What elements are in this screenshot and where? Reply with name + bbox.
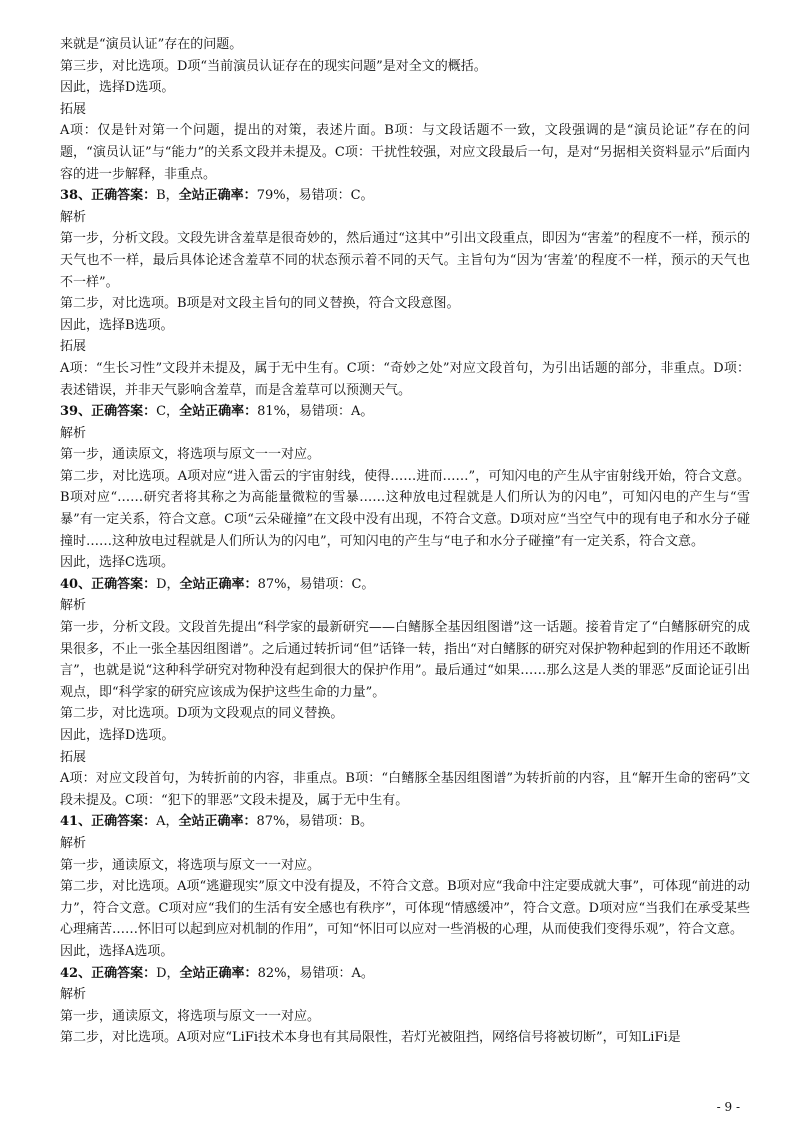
error-option: 易错项：A。 <box>299 965 374 981</box>
paragraph: 因此，选择D选项。 <box>60 728 175 743</box>
paragraph: 第一步，分析文段。文段先讲含羞草是很奇妙的，然后通过“这其中”引出文段重点，即因为“害羞”的程度不一样，预示的天气也不一样，最后具体论述含羞草不同的状态预示着不同的天气。主旨句为“因为‘害羞’的程度不一样，预示的天气也不一样”。 <box>60 231 750 290</box>
paragraph: 拓展 <box>60 101 87 117</box>
answer-line <box>60 963 750 985</box>
separator: ， <box>166 576 180 592</box>
separator: ， <box>166 965 180 981</box>
answer-key: C <box>156 404 167 420</box>
error-option: 易错项：C。 <box>298 188 374 204</box>
paragraph: 第一步，通读原文，将选项与原文一一对应。 <box>60 447 321 463</box>
answer-line <box>60 811 750 833</box>
paragraph: A项：对应文段首句，为转折前的内容，非重点。B项：“白鳍豚全基因组图谱”为转折前的内容，且“解开生命的密码”文段未提及。C项：“犯下的罪恶”文段未提及，属于无中生有。 <box>60 771 750 808</box>
paragraph: 因此，选择A选项。 <box>60 943 174 959</box>
paragraph: A项：仅是针对第一个问题，提出的对策，表述片面。B项：与文段话题不一致，文段强调的是“演员论证”存在的问题，“演员认证”与“能力”的关系文段并未提及。C项：干扰性较强，对应文段最后一句，是对“另据相关资料显示”后面内容的进一步解释，非重点。 <box>60 123 750 182</box>
separator: ， <box>165 188 179 204</box>
page-number: - 9 - <box>716 1100 740 1114</box>
rate-value: 79% <box>256 188 286 204</box>
paragraph: 解析 <box>60 987 87 1003</box>
paragraph: 第一步，通读原文，将选项与原文一一对应。 <box>60 1008 321 1024</box>
paragraph: 拓展 <box>60 749 87 765</box>
error-option: 易错项：A。 <box>299 404 374 420</box>
answer-label: 41、正确答案： <box>60 814 157 830</box>
error-option: 易错项：C。 <box>299 576 375 592</box>
document-body <box>60 34 750 1049</box>
rate-label: 全站正确率： <box>178 814 257 830</box>
paragraph: 第一步，通读原文，将选项与原文一一对应。 <box>60 857 321 873</box>
paragraph: 因此，选择D选项。 <box>60 80 175 96</box>
answer-label: 39、正确答案： <box>60 404 157 420</box>
answer-key: D <box>156 965 167 981</box>
answer-line <box>60 185 750 207</box>
rate-value: 87% <box>256 814 286 830</box>
separator: ， <box>286 576 300 592</box>
answer-label: 38、正确答案： <box>60 188 157 204</box>
paragraph: 解析 <box>60 598 87 614</box>
paragraph: 因此，选择B选项。 <box>60 317 174 333</box>
rate-label: 全站正确率： <box>179 965 258 981</box>
rate-value: 87% <box>257 576 287 592</box>
paragraph: 解析 <box>60 209 87 225</box>
paragraph: 第二步，对比选项。A项“逃避现实”原文中没有提及，不符合文意。B项对应“我命中注定要成就大事”，可体现“前进的动力”，符合文意。C项对应“我们的生活有安全感也有秩序”，可体现“情感缓冲”，符合文意。D项对应“当我们在承受某些心理痛苦……怀旧可以起到应对机制的作用”，可知“怀旧可以应对一些消极的心理，从而使我们变得乐观”，符合文意。 <box>60 879 750 938</box>
paragraph: 解析 <box>60 835 87 851</box>
paragraph: 第二步，对比选项。A项对应“LiFi技术本身也有其局限性，若灯光被阻挡，网络信号将被切断”，可知LiFi是 <box>60 1030 681 1046</box>
answer-key: D <box>156 576 167 592</box>
answer-label: 40、正确答案： <box>60 576 157 592</box>
answer-label: 42、正确答案： <box>60 965 157 981</box>
separator: ， <box>285 404 299 420</box>
answer-line <box>60 401 750 423</box>
rate-label: 全站正确率： <box>178 188 257 204</box>
paragraph: A项：“生长习性”文段并未提及，属于无中生有。C项：“奇妙之处”对应文段首句，为引出话题的部分，非重点。D项：表述错误，并非天气影响含羞草，而是含羞草可以预测天气。 <box>60 360 750 398</box>
rate-label: 全站正确率： <box>179 576 258 592</box>
separator: ， <box>166 404 180 420</box>
paragraph: 第一步，分析文段。文段首先提出“科学家的最新研究——白鳍豚全基因组图谱”这一话题。接着肯定了“白鳍豚研究的成果很多，不止一张全基因组图谱”。之后通过转折词“但”话锋一转，指出“对白鳍豚的研究对保护物种起到的作用还不敢断言”，也就是说“这种科学研究对物种没有起到很大的保护作用”。最后通过“如果……那么这是人类的罪恶”反面论证引出观点，即“科学家的研究应该成为保护这些生命的力量”。 <box>60 620 750 700</box>
paragraph: 第三步，对比选项。D项“当前演员认证存在的现实问题”是对全文的概括。 <box>60 58 487 74</box>
rate-value: 81% <box>257 404 286 420</box>
paragraph: 第二步，对比选项。A项对应“进入雷云的宇宙射线，使得……进而……”，可知闪电的产生从宇宙射线开始，符合文意。B项对应“……研究者将其称之为高能量微粒的雪暴……这种放电过程就是人们所认为的闪电”，可知闪电的产生与“雪暴”有一定关系，符合文意。C项“云朵碰撞”在文段中没有出现，不符合文意。D项对应“当空气中的现有电子和水分子碰撞时……这种放电过程就是人们所认为的闪电”，可知闪电的产生与“电子和水分子碰撞”有一定关系，符合文意。 <box>60 468 750 549</box>
error-option: 易错项：B。 <box>298 814 373 830</box>
separator: ， <box>285 814 299 830</box>
paragraph: 来就是“演员认证”存在的问题。 <box>60 37 243 52</box>
paragraph: 第二步，对比选项。B项是对文段主旨句的同义替换，符合文段意图。 <box>60 296 460 312</box>
separator: ， <box>285 188 299 204</box>
paragraph: 解析 <box>60 425 87 441</box>
answer-key: B <box>156 188 166 204</box>
rate-label: 全站正确率： <box>179 404 258 420</box>
answer-key: A <box>156 814 166 830</box>
separator: ， <box>165 814 179 830</box>
paragraph: 第二步，对比选项。D项为文段观点的同义替换。 <box>60 706 344 722</box>
answer-line <box>60 574 750 596</box>
separator: ， <box>286 965 300 981</box>
paragraph: 因此，选择C选项。 <box>60 555 174 571</box>
rate-value: 82% <box>257 965 287 981</box>
paragraph: 拓展 <box>60 339 87 355</box>
